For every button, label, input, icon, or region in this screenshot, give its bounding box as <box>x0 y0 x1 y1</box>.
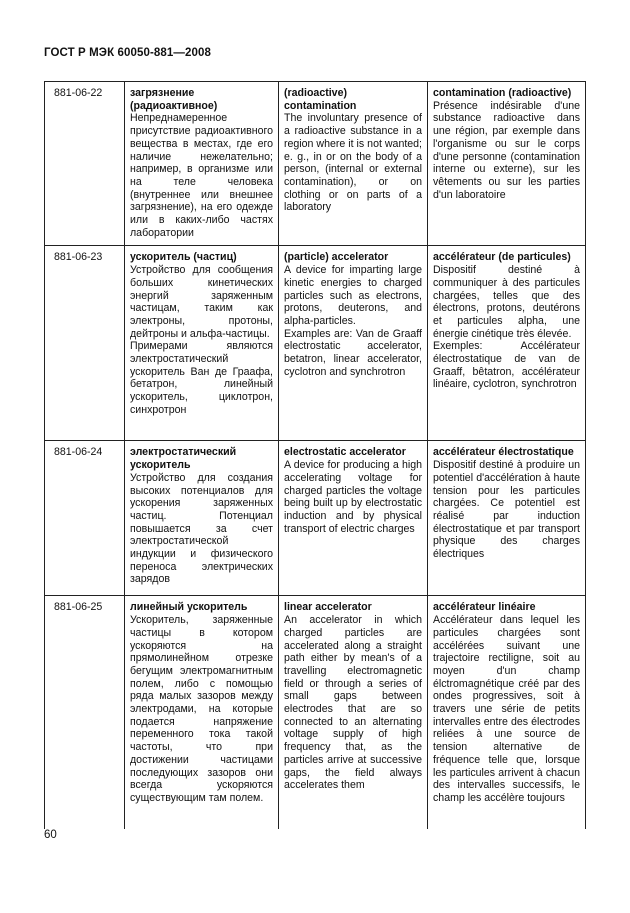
english-term: linear accelerator <box>284 601 372 614</box>
russian-entry <box>125 82 279 246</box>
russian-term: ускоритель (частиц) <box>130 251 237 264</box>
term-number: 881-06-24 <box>45 441 125 596</box>
russian-term: загрязнение (радиоактивное) <box>130 87 218 112</box>
english-definition: A device for imparting large kinetic energies to charged particles such as electrons, protons, deuterons, and alpha-particles. <box>284 264 422 327</box>
english-definition: An accelerator in which charged particles are accelerated along a straight path either by mean's of a travelling electromagnetic field or through a series of small gaps between electrodes that are so connected to an alternating voltage supply of high frequency that, as the particles arrive at successive gaps, the field always accelerates them <box>284 614 422 792</box>
russian-term: линейный ускоритель <box>130 601 248 614</box>
english-definition: The involuntary presence of a radioactive substance in a region where it is not wanted; e. g., in or on the body of a person, (internal or external contamination), or on clothing or on parts of a laboratory <box>284 112 422 214</box>
russian-entry <box>125 246 279 441</box>
french-term: accélérateur (de particules) <box>433 251 571 264</box>
russian-entry <box>125 441 279 596</box>
english-entry <box>279 82 428 246</box>
french-definition: Dispositif destiné à communiquer à des particules chargées, telles que des électrons, protons, deutérons et particules alpha, une énergie cinétique très élevée. <box>433 264 580 340</box>
english-entry <box>279 441 428 596</box>
english-term: (radioactive) contamination <box>284 87 357 112</box>
french-note: Exemples: Accélérateur électrostatique de van de Graaff, bêtatron, accélérateur linéaire, cyclotron, synchrotron <box>433 340 580 391</box>
french-entry <box>428 596 586 830</box>
russian-definition: Устройство для создания высоких потенциалов для ускорения заряженных частиц. Потенциал повышается за счет электростатической индукции и физического переноса электрических зарядов <box>130 471 273 586</box>
table-row <box>45 596 586 830</box>
term-number: 881-06-25 <box>45 596 125 830</box>
french-definition: Accélérateur dans lequel les particules chargées sont accélérées suivant une trajectoire rectiligne, soit au moyen d'un champ élctromagnétique créé par des ondes progressives, soit à travers une série de petits intervalles entre des électrodes reliées à une source de tension alternative de fréquence telle que, lorsque les particules arrivent à chacun des intervalles successifs, le champ les accélère toujours <box>433 614 580 804</box>
russian-definition: Ускоритель, заряженные частицы в котором ускоряются на прямолинейном отрезке бегущим электромагнитным полем, либо с помощью ряда малых зазоров между электродами, на которые подается напряжение переменного тока такой частоты, что при достижении частицами последующих зазоров они всегда ускоряются существующим там полем. <box>130 614 273 804</box>
english-term: (particle) accelerator <box>284 251 389 264</box>
french-term: contamination (radioactive) <box>433 87 572 99</box>
english-note: Examples are: Van de Graaff electrostatic accelerator, betatron, linear accelerator, cyclotron and synchrotron <box>284 327 422 378</box>
english-entry <box>279 596 428 830</box>
table-row <box>45 246 586 441</box>
term-number: 881-06-23 <box>45 246 125 441</box>
russian-definition: Устройство для сообщения больших кинетических энергий заряженным частицам, таким как электроны, протоны, дейтроны и альфа-частицы. <box>130 264 273 340</box>
russian-definition: Непреднамеренное присутствие радиоактивного вещества в местах, где его наличие нежелательно; например, в организме или на теле человека (внутреннее или внешнее загрязнение), на его одежде или в каких-либо частях лаборатории <box>130 112 273 239</box>
russian-note: Примерами являются электростатический ускоритель Ван де Граафа, бетатрон, линейный ускоритель, циклотрон, синхротрон <box>130 340 273 416</box>
english-term: electrostatic accelerator <box>284 446 406 459</box>
english-definition: A device for producing a high accelerating voltage for charged particles the voltage being built up by electrostatic induction and by physical transport of electric charges <box>284 459 422 535</box>
table-row <box>45 441 586 596</box>
french-term: accélérateur linéaire <box>433 601 536 614</box>
english-entry <box>279 246 428 441</box>
page-number: 60 <box>44 829 57 841</box>
russian-entry <box>125 596 279 830</box>
table-row <box>45 82 586 246</box>
document-header: ГОСТ Р МЭК 60050-881—2008 <box>44 47 211 59</box>
french-entry <box>428 441 586 596</box>
terminology-table <box>44 81 586 829</box>
french-entry <box>428 82 586 246</box>
french-definition: Dispositif destiné à produire un potentiel d'accélération à haute tension pour les particules chargées. Ce potentiel est réalisé par induction électrostatique et par transport physique des charges électriques <box>433 459 580 561</box>
russian-term: электростатический ускоритель <box>130 446 237 472</box>
french-entry <box>428 246 586 441</box>
french-definition: Présence indésirable d'une substance radioactive dans une région, par exemple dans l'organisme ou sur le corps d'une personne (contamination interne ou externe), sur les vêtements ou sur les parties d'un laboratoire <box>433 99 580 201</box>
term-number: 881-06-22 <box>45 82 125 246</box>
french-term: accélérateur électrostatique <box>433 446 574 459</box>
